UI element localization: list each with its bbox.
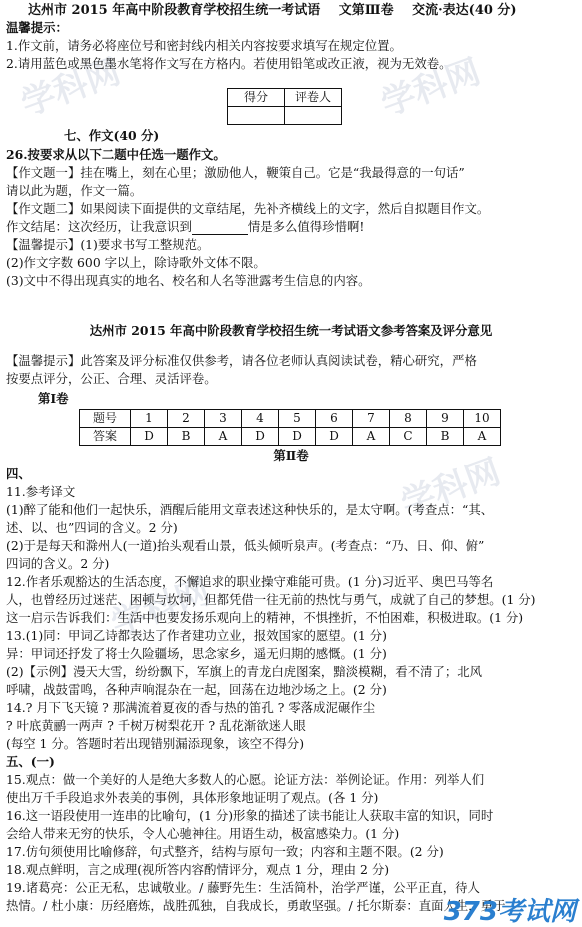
essay-instruction: 26.按要求从以下二题中任选一题作文。 <box>6 147 226 162</box>
answer-tip: 【温馨提示】此答案及评分标准仅供参考，请各位老师认真阅读试卷，精心研究，严格 <box>6 353 477 368</box>
volume-label: 文第Ⅲ卷 <box>338 3 394 18</box>
table-cell: A <box>205 428 242 446</box>
body-line: (1)醉了能和他们一起快乐，酒醒后能用文章表述这种快乐的，是太守啊。(考查点：“其、 <box>6 502 494 517</box>
body-line: 四词的含义。2 分) <box>6 556 110 571</box>
tip-title: 温馨提示： <box>6 20 68 35</box>
body-line: 呼啸，战鼓雷鸣，各种声响混杂在一起，回荡在边地沙场之上。(2 分) <box>6 682 387 697</box>
body-line: 热情。/ 杜小康：历经磨炼，战胜孤独，自我成长，勇敢坚强。/ 托尔斯泰：直面人生，勇于 <box>6 898 506 913</box>
body-line: 四、 <box>6 466 31 481</box>
page-header <box>28 2 531 19</box>
body-line: 异：甲词还抒发了将士久险疆场，思念家乡，遥无归期的感慨。(1 分) <box>6 646 387 661</box>
tip-line: 2.请用蓝色或黑色墨水笔将作文写在方格内。若使用铅笔或改正液，视为无效卷。 <box>6 56 452 71</box>
body-line: 11.参考译文 <box>6 484 76 499</box>
table-row <box>80 428 501 446</box>
essay-q2: 【作文题二】如果阅读下面提供的文章结尾，先补齐横线上的文字，然后自拟题目作文。 <box>6 201 490 216</box>
watermark: 学科网 <box>16 51 126 125</box>
vol1-label: 第Ⅰ卷 <box>38 391 69 406</box>
table-cell: B <box>427 428 464 446</box>
table-cell: A <box>464 428 501 446</box>
body-line: (每空 1 分。答题时若出现错别漏添现象，该空不得分) <box>6 736 305 751</box>
table-cell: 8 <box>390 410 427 428</box>
table-cell: D <box>242 428 279 446</box>
answer-title: 达州市 2015 年高中阶段教育学校招生统一考试语文参考答案及评分意见 <box>89 323 493 338</box>
body-line: (2)【示例】漫天大雪，纷纷飘下，军旗上的青龙白虎图案，黯淡模糊，看不清了；北风 <box>6 664 483 679</box>
essay-q1-cont: 请以此为题，作文一篇。 <box>6 183 143 198</box>
body-line: 人，也曾经历过迷茫、困顿与坎坷，但都凭借一往无前的热忱与勇气，成就了自己的梦想。(1 分) <box>6 592 536 607</box>
grader-cell <box>285 107 342 125</box>
body-line: 15.观点：做一个美好的人是绝大多数人的心愿。论证方法：举例论证。作用：列举人们 <box>6 772 485 787</box>
body-line: 五、(一) <box>6 754 55 769</box>
table-cell: 3 <box>205 410 242 428</box>
grader-label: 评卷人 <box>285 89 342 107</box>
table-cell: 1 <box>131 410 168 428</box>
table-cell: 2 <box>168 410 205 428</box>
body-line: 19.诸葛亮：公正无私，忠诚敬业。/ 藤野先生：生活简朴，治学严谨，公平正直，待人 <box>6 880 480 895</box>
body-line: ? 叶底黄鹂一两声 ? 千树万树梨花开 ? 乱花渐欲迷人眼 <box>6 718 306 733</box>
essay-tip: 【温馨提示】(1)要求书写工整规范。 <box>6 237 210 252</box>
tip-line: 1.作文前，请务必将座位号和密封线内相关内容按要求填写在规定位置。 <box>6 38 402 53</box>
table-cell: 10 <box>464 410 501 428</box>
ending-suffix: 情是多么值得珍惜啊! <box>247 219 365 234</box>
body-line: 这一启示告诉我们：生活中也要发扬乐观向上的精神，不惧挫折，不怕困难，积极进取。(1 分) <box>6 610 524 625</box>
body-line: 16.这一语段使用一连串的比喻句，(1 分)形象的描述了读书能让人获取丰富的知识，同时 <box>6 808 494 823</box>
table-cell: 题号 <box>80 410 131 428</box>
table-cell: 5 <box>279 410 316 428</box>
table-cell: 4 <box>242 410 279 428</box>
table-cell: C <box>390 428 427 446</box>
vol2-label: 第Ⅱ卷 <box>273 448 309 463</box>
table-cell: 7 <box>353 410 390 428</box>
watermark: 学科网 <box>396 451 506 525</box>
body-line: 使出万千手段追求外表美的事例，具体形象地证明了观点。(各 1 分) <box>6 790 379 805</box>
score-cell <box>228 107 285 125</box>
table-cell: 9 <box>427 410 464 428</box>
table-cell: B <box>168 428 205 446</box>
table-cell: D <box>279 428 316 446</box>
ending-prefix: 作文结尾：这次经历，让我意识到 <box>6 219 192 234</box>
table-cell: D <box>316 428 353 446</box>
body-line: 17.仿句须使用比喻修辞，句式整齐，结构与原句一致；内容和主题不限。(2 分) <box>6 844 444 859</box>
body-line: (2)于是每天和滁州人(一道)抬头观看山景，低头倾听泉声。(考查点：“乃、日、仰、俯” <box>6 538 485 553</box>
essay-q2-ending <box>6 218 576 235</box>
watermark: 学科网 <box>376 51 486 125</box>
body-line: 会给人带来无穷的快乐，令人心驰神往。用语生动，极富感染力。(1 分) <box>6 826 400 841</box>
fill-blank <box>192 222 248 235</box>
table-cell: D <box>131 428 168 446</box>
table-row <box>80 410 501 428</box>
table-cell: A <box>353 428 390 446</box>
exam-title: 达州市 2015 年高中阶段教育学校招生统一考试语 <box>28 3 321 18</box>
watermark: 学科网 <box>106 571 216 645</box>
essay-q1: 【作文题一】挂在嘴上，刻在心里；激励他人，鞭策自己。它是“我最得意的一句话” <box>6 165 465 180</box>
essay-heading: 七、作文(40 分) <box>64 128 160 143</box>
essay-tip: (3)文中不得出现真实的地名、校名和人名等泄露考生信息的内容。 <box>6 273 371 288</box>
body-line: 18.观点鲜明，言之成理(视所答内容酌情评分，观点 1 分，理由 2 分) <box>6 862 390 877</box>
score-table <box>227 88 342 125</box>
score-label: 得分 <box>228 89 285 107</box>
body-line: 14.? 月下飞天镜 ? 那满流着夏夜的香与热的笛孔 ? 零落成泥碾作尘 <box>6 700 376 715</box>
table-cell: 答案 <box>80 428 131 446</box>
answer-table <box>79 409 501 446</box>
body-line: 13.(1)同：甲词乙诗都表达了作者建功立业，报效国家的愿望。(1 分) <box>6 628 387 643</box>
body-line: 述、以、也”四词的含义。2 分) <box>6 520 178 535</box>
body-line: 12.作者乐观豁达的生活态度，不懈追求的职业操守难能可贵。(1 分)习近平、奥巴马等名 <box>6 574 494 589</box>
section-label: 交流·表达(40 分) <box>412 3 517 18</box>
answer-tip: 按要点评分，公正、合理、灵活评卷。 <box>6 371 217 386</box>
site-logo: 373考试网 <box>443 897 576 927</box>
table-cell: 6 <box>316 410 353 428</box>
essay-tip: (2)作文字数 600 字以上，除诗歌外文体不限。 <box>6 255 266 270</box>
